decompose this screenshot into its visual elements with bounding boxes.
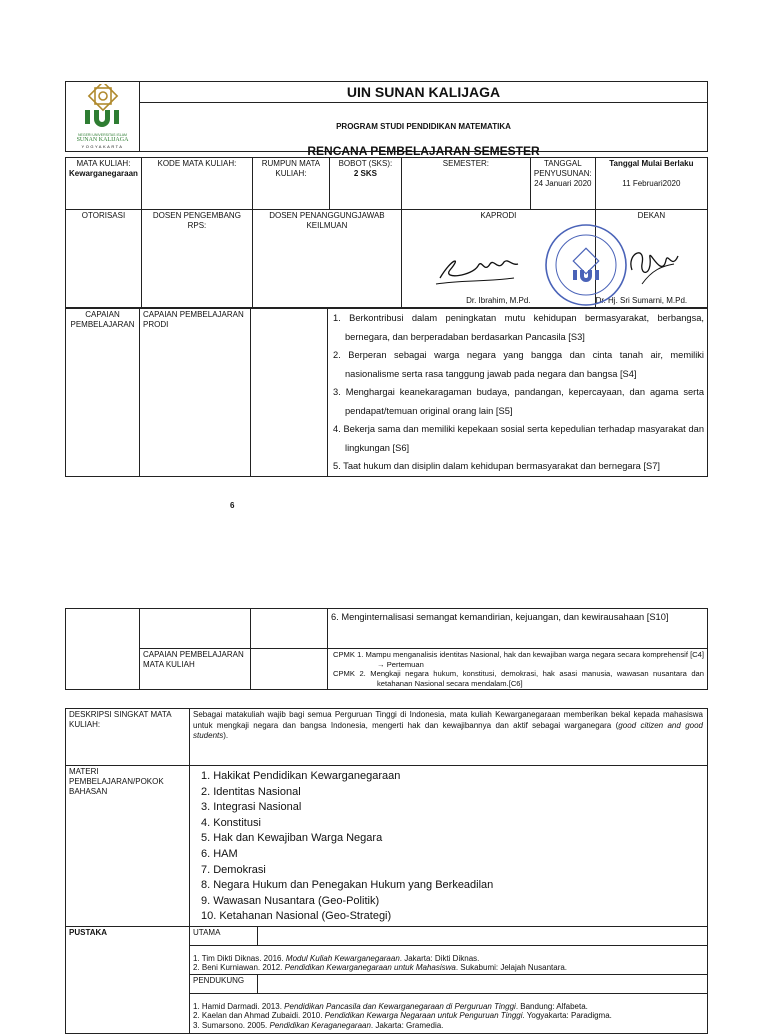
tanggal-cell [530, 158, 595, 210]
capaian-prodi-label: CAPAIAN PEMBELAJARAN PRODI [140, 309, 251, 477]
pustaka-label: PUSTAKA [66, 926, 190, 1033]
list-item: 4. Konstitusi [201, 816, 261, 829]
doc-title: RENCANA PEMBELAJARAN SEMESTER [307, 144, 540, 158]
pendukung-list [193, 1002, 704, 1031]
capaian-list-cell [328, 309, 708, 477]
list-item: 10. Ketahanan Nasional (Geo-Strategi) [201, 910, 392, 923]
list-item: 2. Beni Kurniawan. 2012. Pendidikan Kewarganegaraan untuk Mahasiswa. Sukabumi: Jelajah Nusantara. [193, 963, 568, 973]
cpmk-label: CAPAIAN PEMBELAJARAN MATA KULIAH [140, 649, 251, 690]
capaian-empty-cell [251, 309, 328, 477]
program-name: PROGRAM STUDI PENDIDIKAN MATEMATIKA [140, 103, 708, 152]
logo-cell [66, 82, 140, 152]
utama-cell [190, 945, 708, 974]
materi-label: MATERI PEMBELAJARAN/POKOK BAHASAN [66, 766, 190, 927]
otorisasi-label: OTORISASI [66, 210, 142, 308]
list-item: 1. Hakikat Pendidikan Kewarganegaraan [201, 770, 401, 782]
mata-kuliah-value: Kewarganegaraan [69, 169, 138, 178]
list-item: 2. Kaelan dan Ahmad Zubaidi. 2010. Pendidikan Kewarga Negaraan untuk Penguruan Tinggi. Yogyakarta: Paradigma. [193, 1011, 612, 1021]
pendukung-label: PENDUKUNG [190, 974, 258, 993]
pendukung-empty-cell [258, 974, 708, 993]
capaian-list [331, 309, 704, 476]
page-number: 6 [230, 501, 235, 510]
capaian2-empty-a [66, 609, 140, 690]
list-item: 9. Wawasan Nusantara (Geo-Politik) [201, 894, 380, 907]
university-name: UIN SUNAN KALIJAGA [140, 82, 708, 103]
cpmk-list [328, 649, 708, 690]
mata-kuliah-label: MATA KULIAH: [76, 159, 131, 168]
kaprodi-signature-icon [432, 248, 522, 288]
list-item: 5. Hak dan Kewajiban Warga Negara [201, 832, 383, 845]
utama-empty-cell [258, 926, 708, 945]
mulai-label: Tanggal Mulai Berlaku [609, 159, 694, 168]
mulai-value: 11 Februari2020 [622, 179, 681, 188]
capaian2-empty-c [251, 609, 328, 649]
deskripsi-text-main: Sebagai matakuliah wajib bagi semua Perguruan Tinggi di Indonesia, mata kuliah Kewarganegaraan memberikan bekal kepada mahasiswa untuk mengkaji negara dan bangsa Indonesia, mengerti hak dan kewajibannya dan aktif sebagai warganegara ( [193, 710, 703, 730]
list-item: 4. Bekerja sama dan memiliki kepekaan sosial serta kepedulian terhadap masyarakat dan lingkungan [S6] [333, 424, 704, 453]
dekan-name: Dr. Hj. Sri Sumarni, M.Pd. [595, 296, 688, 305]
kode-mk-label: KODE MATA KULIAH: [141, 158, 252, 210]
list-item: 1. Tim Dikti Diknas. 2016. Modul Kuliah Kewarganegaraan. Jakarta: Dikti Diknas. [193, 953, 480, 963]
logo-text-top: NEGERI UNIVERSITAS ISLAM [78, 133, 127, 137]
pengembang-label: DOSEN PENGEMBANG RPS: [141, 210, 252, 308]
utama-list [193, 954, 704, 973]
deskripsi-label: DESKRIPSI SINGKAT MATA KULIAH: [66, 709, 190, 766]
penanggung-label: DOSEN PENANGGUNGJAWAB KEILMUAN [252, 210, 401, 308]
capaian-label: CAPAIAN PEMBELAJARAN [66, 309, 140, 477]
kaprodi-label: KAPRODI [480, 211, 517, 220]
mulai-cell [595, 158, 707, 210]
bobot-value: 2 SKS [353, 169, 377, 178]
university-logo-icon [73, 84, 133, 130]
semester-label: SEMESTER: [401, 158, 530, 210]
bobot-label: BOBOT (SKS): [338, 159, 393, 168]
capaian-continued-table [65, 608, 708, 690]
capaian2-empty-b [140, 609, 251, 649]
tanggal-value: 24 Januari 2020 [534, 179, 592, 188]
list-item: CPMK 1. Mampu menganalisis identitas Nasional, hak dan kewajiban warga negara secara komprehensif [C4] → Pertemuan [333, 650, 704, 669]
list-item: 1. Berkontribusi dalam peningkatan mutu kehidupan bermasyarakat, berbangsa, bernegara, dan berperadaban berdasarkan Pancasila [S3] [333, 313, 704, 342]
header-table [65, 81, 708, 152]
list-item: 3. Sumarsono. 2005. Pendidikan Keraganegaraan. Jakarta: Gramedia. [193, 1020, 444, 1030]
utama-label: UTAMA [190, 926, 258, 945]
list-item: 1. Hamid Darmadi. 2013. Pendidikan Pancasila dan Kewarganegaraan di Perguruan Tinggi. Bandung: Alfabeta. [193, 1001, 588, 1011]
list-item: 3. Integrasi Nasional [201, 801, 302, 814]
cpmk-empty-cell [251, 649, 328, 690]
capaian-item-6: 6. Menginternalisasi semangat kemandirian, kejuangan, dan kewirausahaan [S10] [328, 609, 708, 649]
list-item: 7. Demokrasi [201, 863, 266, 876]
deskripsi-table [65, 708, 708, 1034]
list-item: 3. Menghargai keanekaragaman budaya, pandangan, kepercayaan, dan agama serta pendapat/temuan original orang lain [S5] [333, 387, 704, 416]
list-item: CPMK 2. Mengkaji negara hukum, konstitusi, demokrasi, hak asasi manusia, wawasan nusantara dan ketahanan Nasional secara mendalam.[C6] [333, 669, 704, 688]
list-item: 5. Taat hukum dan disiplin dalam kehidupan bermasyarakat dan bernegara [S7] [333, 461, 660, 471]
dekan-signature-icon [622, 240, 692, 290]
official-stamp-icon [543, 222, 629, 308]
tanggal-label: TANGGAL PENYUSUNAN: [533, 159, 592, 178]
deskripsi-text [190, 709, 708, 766]
logo-text-main: SUNAN KALIJAGA [76, 137, 129, 143]
materi-list [193, 769, 704, 925]
materi-cell [190, 766, 708, 927]
deskripsi-text-end: ). [223, 731, 229, 740]
list-item: 8. Negara Hukum dan Penegakan Hukum yang Berkeadilan [201, 879, 494, 892]
list-item: 2. Berperan sebagai warga negara yang bangga dan cinta tanah air, memiliki nasionalisme serta rasa tanggung jawab pada negara dan bangsa [S4] [333, 350, 704, 379]
list-item: 2. Identitas Nasional [201, 785, 301, 798]
pendukung-cell [190, 993, 708, 1033]
capaian-table [65, 308, 708, 477]
rumpun-label: RUMPUN MATA KULIAH: [252, 158, 329, 210]
deskripsi-text-italic: good citizen and good students [193, 720, 703, 740]
logo-text-city: YOGYAKARTA [81, 144, 124, 149]
dekan-label: DEKAN [637, 211, 666, 220]
list-item: 6. HAM [201, 847, 238, 860]
kaprodi-name: Dr. Ibrahim, M.Pd. [466, 296, 531, 305]
mata-kuliah-cell [66, 158, 142, 210]
bobot-cell [329, 158, 401, 210]
